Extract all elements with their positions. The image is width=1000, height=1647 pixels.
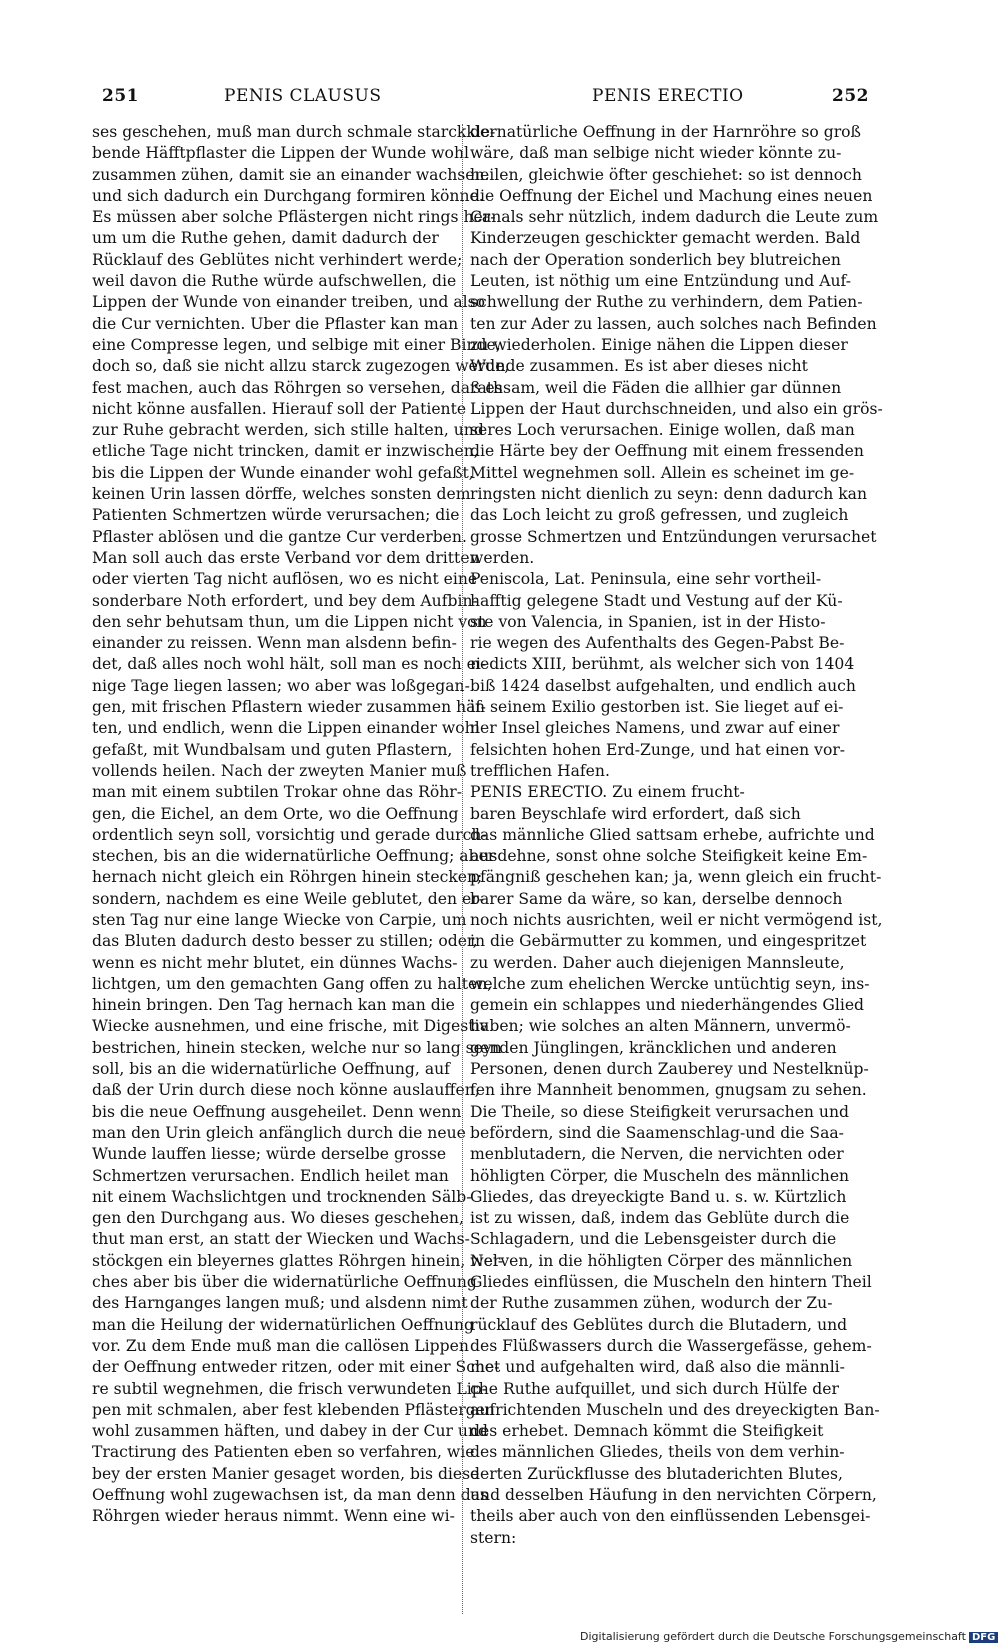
text-line: pfängniß geschehen kan; ja, wenn gleich ein frucht- — [470, 868, 882, 887]
text-line: baren Beyschlafe wird erfordert, daß sich — [470, 804, 801, 823]
text-line: einander zu reissen. Wenn man alsdenn befin- — [92, 634, 457, 653]
text-line: der Ruthe zusammen zühen, wodurch der Zu- — [470, 1294, 833, 1313]
text-line: die Oeffnung der Eichel und Machung eines neuen — [470, 186, 873, 205]
text-line: pen mit schmalen, aber fest klebenden Pflästergen — [92, 1400, 495, 1419]
text-line: keinen Urin lassen dörffe, welches sonsten dem — [92, 485, 471, 504]
text-line: zusammen zühen, damit sie an einander wachsen. — [92, 165, 490, 184]
text-line: ten, und endlich, wenn die Lippen einander wohl — [92, 719, 480, 738]
text-line: gen den Durchgang aus. Wo dieses geschehen, — [92, 1209, 464, 1228]
text-line: trefflichen Hafen. — [470, 761, 610, 780]
right-running-title: PENIS ERECTIO — [592, 86, 744, 106]
text-line: Wiecke ausnehmen, und eine frische, mit Digestiv — [92, 1017, 489, 1036]
text-line: aufrichtenden Muscheln und des dreyeckigten Ban- — [470, 1400, 880, 1419]
text-line: met und aufgehalten wird, daß also die männli- — [470, 1358, 845, 1377]
text-line: wäre, daß man selbige nicht wieder könnte zu- — [470, 144, 842, 163]
text-line: vollends heilen. Nach der zweyten Manier muß — [92, 761, 467, 780]
text-line: bende Häfftpflaster die Lippen der Wunde wohl — [92, 144, 469, 163]
text-line: wohl zusammen häften, und dabey in der Cur und — [92, 1422, 488, 1441]
text-line: gen, mit frischen Pflastern wieder zusammen häf- — [92, 698, 486, 717]
text-line: das Loch leicht zu groß gefressen, und zugleich — [470, 506, 849, 525]
text-line: stöckgen ein bleyernes glattes Röhrgen hinein, wel- — [92, 1251, 504, 1270]
text-line: wenn es nicht mehr blutet, ein dünnes Wachs- — [92, 953, 458, 972]
text-line: theils aber auch von den einflüssenden Lebensgei- — [470, 1507, 871, 1526]
text-line: ordentlich seyn soll, vorsichtig und gerade durch- — [92, 825, 487, 844]
text-line: Lippen der Haut durchschneiden, und also ein grös- — [470, 399, 883, 418]
text-line: bey der ersten Manier gesaget worden, bis diese — [92, 1464, 480, 1483]
text-line: Tractirung des Patienten eben so verfahren, wie — [92, 1443, 475, 1462]
text-line: haben; wie solches an alten Männern, unvermö- — [470, 1017, 851, 1036]
text-line: gefaßt, mit Wundbalsam und guten Pflastern, — [92, 740, 453, 759]
text-line: rie wegen des Aufenthalts des Gegen-Pabst Be- — [470, 634, 845, 653]
text-line: ist zu wissen, daß, indem das Geblüte durch die — [470, 1209, 850, 1228]
text-line: des Flüßwassers durch die Wassergefässe, gehem- — [470, 1336, 872, 1355]
text-line: man den Urin gleich anfänglich durch die neue — [92, 1123, 466, 1142]
text-line: dernatürliche Oeffnung in der Harnröhre so groß — [470, 123, 861, 141]
text-line: Lippen der Wunde von einander treiben, und also — [92, 293, 486, 312]
text-line: Man soll auch das erste Verband vor dem dritten — [92, 548, 480, 567]
text-line: des Harnganges langen muß; und alsdenn nimt — [92, 1294, 468, 1313]
text-line: Schlagadern, und die Lebensgeister durch die — [470, 1230, 837, 1249]
text-line: re subtil wegnehmen, die frisch verwundeten Lip- — [92, 1379, 488, 1398]
text-line: hernach nicht gleich ein Röhrgen hinein stecken; — [92, 868, 483, 887]
text-line: den sehr behutsam thun, um die Lippen nicht von — [92, 612, 487, 631]
text-line: der Oeffnung entweder ritzen, oder mit einer Sche- — [92, 1358, 500, 1377]
page-header — [92, 86, 872, 116]
text-line: bis die Lippen der Wunde einander wohl gefaßt, — [92, 463, 474, 482]
right-text-column — [470, 122, 883, 1549]
text-line: ste von Valencia, in Spanien, ist in der Histo- — [470, 612, 826, 631]
text-line: nedicts XIII, berühmt, als welcher sich von 1404 — [470, 655, 855, 674]
left-page-number: 251 — [102, 86, 139, 106]
text-line: sondern, nachdem es eine Weile geblutet, den er- — [92, 889, 484, 908]
text-line: ausdehne, sonst ohne solche Steifigkeit keine Em- — [470, 847, 868, 866]
text-line: seres Loch verursachen. Einige wollen, daß man — [470, 421, 855, 440]
text-line: lichtgen, um den gemachten Gang offen zu halten, — [92, 974, 493, 993]
text-line: zur Ruhe gebracht werden, sich stille halten, und — [92, 421, 484, 440]
text-line: Personen, denen durch Zauberey und Nestelknüp- — [470, 1060, 869, 1079]
text-line: Röhrgen wieder heraus nimmt. Wenn eine wi- — [92, 1507, 455, 1526]
text-line: PENIS ERECTIO. Zu einem frucht- — [470, 783, 745, 802]
text-line: nige Tage liegen lassen; wo aber was loßgegan- — [92, 676, 470, 695]
text-line: fest machen, auch das Röhrgen so versehen, daß es — [92, 378, 503, 397]
text-line: gen, die Eichel, an dem Orte, wo die Oeffnung — [92, 804, 459, 823]
text-line: eine Compresse legen, und selbige mit einer Binde, — [92, 335, 501, 354]
text-line: Pflaster ablösen und die gantze Cur verderben. — [92, 527, 467, 546]
text-line: nicht könne ausfallen. Hierauf soll der Patiente — [92, 399, 467, 418]
text-line: und sich dadurch ein Durchgang formiren könne. — [92, 186, 484, 205]
text-line: vor. Zu dem Ende muß man die callösen Lippen — [92, 1336, 469, 1355]
text-line: stechen, bis an die widernatürliche Oeffnung; aber — [92, 847, 496, 866]
text-line: noch nichts ausrichten, weil er nicht vermögend ist, — [470, 910, 883, 929]
text-line: das Bluten dadurch desto besser zu stillen; oder, — [92, 932, 478, 951]
text-line: Oeffnung wohl zugewachsen ist, da man denn das — [92, 1486, 489, 1504]
text-line: Gliedes, das dreyeckigte Band u. s. w. Kürtzlich — [470, 1187, 847, 1206]
text-line: welche zum ehelichen Wercke untüchtig seyn, ins- — [470, 974, 870, 993]
text-line: zu werden. Daher auch diejenigen Mannsleute, — [470, 953, 845, 972]
text-line: hinein bringen. Den Tag hernach kan man die — [92, 996, 455, 1015]
text-line: in seinem Exilio gestorben ist. Sie lieget auf ei- — [470, 698, 844, 717]
text-line: Wunde zusammen. Es ist aber dieses nicht — [470, 357, 808, 376]
text-line: soll, bis an die widernatürliche Oeffnung, auf — [92, 1060, 450, 1079]
text-line: weil davon die Ruthe würde aufschwellen, die — [92, 272, 457, 291]
dfg-badge: DFG — [969, 1632, 998, 1643]
column-divider — [462, 124, 463, 1614]
text-line: ringsten nicht dienlich zu seyn: denn dadurch kan — [470, 485, 867, 504]
text-line: man mit einem subtilen Trokar ohne das Röhr- — [92, 783, 463, 802]
text-line: ten zur Ader zu lassen, auch solches nach Befinden — [470, 314, 877, 333]
text-line: Schmertzen verursachen. Endlich heilet man — [92, 1166, 449, 1185]
text-line: heilen, gleichwie öfter geschiehet: so ist dennoch — [470, 165, 862, 184]
right-page-number: 252 — [832, 86, 869, 106]
text-line: Gliedes einflüssen, die Muscheln den hintern Theil — [470, 1273, 872, 1292]
text-line: Die Theile, so diese Steifigkeit verursachen und — [470, 1102, 849, 1121]
text-line: ner Insel gleiches Namens, und zwar auf einer — [470, 719, 840, 738]
text-line: Nerven, in die höhligten Cörper des männlichen — [470, 1251, 853, 1270]
text-line: Leuten, ist nöthig um eine Entzündung und Auf- — [470, 272, 852, 291]
text-line: befördern, sind die Saamenschlag-und die Saa- — [470, 1123, 844, 1142]
text-line: daß der Urin durch diese noch könne auslauffen, — [92, 1081, 480, 1100]
text-line: oder vierten Tag nicht auflösen, wo es nicht eine — [92, 570, 478, 589]
text-line: um um die Ruthe gehen, damit dadurch der — [92, 229, 439, 248]
text-line: genden Jünglingen, kräncklichen und anderen — [470, 1038, 837, 1057]
text-line: werden. — [470, 548, 535, 567]
text-line: die Cur vernichten. Uber die Pflaster kan man — [92, 314, 459, 333]
text-line: grosse Schmertzen und Entzündungen verursachet — [470, 527, 877, 546]
text-line: che Ruthe aufquillet, und sich durch Hülfe der — [470, 1379, 839, 1398]
text-line: höhligten Cörper, die Muscheln des männlichen — [470, 1166, 850, 1185]
text-line: etliche Tage nicht trincken, damit er inzwischen, — [92, 442, 479, 461]
text-line: menblutadern, die Nerven, die nervichten oder — [470, 1145, 844, 1164]
text-line: sten Tag nur eine lange Wiecke von Carpie, um — [92, 910, 467, 929]
text-line: fen ihre Mannheit benommen, gnugsam zu sehen. — [470, 1081, 867, 1100]
text-line: felsichten hohen Erd-Zunge, und hat einen vor- — [470, 740, 846, 759]
text-line: bestrichen, hinein stecken, welche nur so lang seyn — [92, 1038, 502, 1057]
text-line: Patienten Schmertzen würde verursachen; die — [92, 506, 460, 525]
left-text-column — [92, 122, 510, 1528]
text-line: sonderbare Noth erfordert, und bey dem Aufbin- — [92, 591, 478, 610]
text-line: das männliche Glied sattsam erhebe, aufrichte und — [470, 825, 875, 844]
text-line: nit einem Wachslichtgen und trocknenden Sälb- — [92, 1187, 472, 1206]
text-line: nach der Operation sonderlich bey blutreichen — [470, 250, 841, 269]
text-line: Wunde lauffen liesse; würde derselbe grosse — [92, 1145, 447, 1164]
text-line: des erhebet. Demnach kömmt die Steifigkeit — [470, 1422, 824, 1441]
text-line: thut man erst, an statt der Wiecken und Wachs- — [92, 1230, 470, 1249]
text-line: gemein ein schlappes und niederhängendes Glied — [470, 996, 865, 1015]
text-line: Canals sehr nützlich, indem dadurch die Leute zum — [470, 208, 879, 227]
text-line: ches aber bis über die widernatürliche Oeffnung — [92, 1273, 477, 1292]
text-line: barer Same da wäre, so kan, derselbe dennoch — [470, 889, 843, 908]
text-line: des männlichen Gliedes, theils von dem verhin- — [470, 1443, 845, 1462]
text-line: derten Zurückflusse des blutaderichten Blutes, — [470, 1464, 843, 1483]
text-line: Es müssen aber solche Pflästergen nicht rings her- — [92, 208, 496, 227]
credit-text: Digitalisierung gefördert durch die Deutsche Forschungsgemeinschaft — [580, 1630, 966, 1643]
text-line: doch so, daß sie nicht allzu starck zugezogen werde, — [92, 357, 510, 376]
text-line: ses geschehen, muß man durch schmale starckkle- — [92, 123, 496, 141]
text-line: biß 1424 daselbst aufgehalten, und endlich auch — [470, 676, 856, 695]
text-line: bis die neue Oeffnung ausgeheilet. Denn wenn — [92, 1102, 462, 1121]
text-line: hafftig gelegene Stadt und Vestung auf der Kü- — [470, 591, 843, 610]
text-line: man die Heilung der widernatürlichen Oeffnung — [92, 1315, 474, 1334]
text-line: schwellung der Ruthe zu verhindern, dem Patien- — [470, 293, 863, 312]
text-line: rathsam, weil die Fäden die allhier gar dünnen — [470, 378, 842, 397]
text-line: stern: — [470, 1528, 517, 1547]
text-line: det, daß alles noch wohl hält, soll man es noch ei- — [92, 655, 487, 674]
text-line: Peniscola, Lat. Peninsula, eine sehr vortheil- — [470, 570, 822, 589]
left-running-title: PENIS CLAUSUS — [224, 86, 382, 106]
digitization-credit — [580, 1630, 1000, 1647]
text-line: rücklauf des Geblütes durch die Blutadern, und — [470, 1315, 848, 1334]
text-line: Mittel wegnehmen soll. Allein es scheinet im ge- — [470, 463, 855, 482]
text-line: Kinderzeugen geschickter gemacht werden. Bald — [470, 229, 861, 248]
text-line: in die Gebärmutter zu kommen, und eingespritzet — [470, 932, 867, 951]
text-line: Rücklauf des Geblütes nicht verhindert werde; — [92, 250, 463, 269]
text-line: und desselben Häufung in den nervichten Cörpern, — [470, 1486, 877, 1504]
text-line: die Härte bey der Oeffnung mit einem fressenden — [470, 442, 864, 461]
text-line: zu wiederholen. Einige nähen die Lippen dieser — [470, 335, 848, 354]
